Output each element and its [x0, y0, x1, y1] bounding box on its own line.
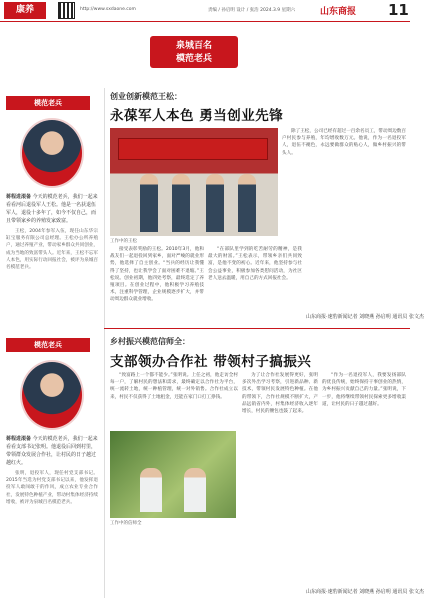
caption-text: 今天的模范老兵，我们一起来看看河后退役军人王松。他是一名获退伍军人，退役十多年了，如今不仅自己，而且带领家乡的养殖发家致富。	[6, 194, 98, 224]
photo-person	[140, 468, 162, 512]
story2-tag: 模范老兵	[6, 338, 90, 352]
website-url: http://www.sxdaone.com	[80, 7, 136, 12]
story1-col2: “在部队里学到的吃苦耐劳的精神，是我最大的财富。”王松表示，带领乡亲们共同致富，是他不变的初心。近年来，他坚持参与社会公益事业，积极参加各类慰问活动，为社区老人送去温暖，用自己的方式回报社会。	[208, 247, 302, 281]
qr-code-icon	[58, 2, 75, 19]
badge-line2: 模范老兵	[175, 54, 212, 64]
story2-headline: 支部领办合作社 带领村子搞振兴	[110, 354, 312, 370]
page-header	[0, 0, 410, 22]
story2-col2: 为了让合作社发展得更好，张明多次外出学习考察，引进新品种、新技术，带领村民发展特色种植。在他的带领下，合作社规模不断扩大，产品远销省内外，村集体经济收入逐年增长，村民的腰包也鼓了起来。	[242, 373, 318, 415]
photo-person	[238, 174, 256, 232]
story2-portrait-caption	[6, 435, 98, 467]
column-separator	[104, 88, 105, 598]
story1-photo	[110, 128, 278, 236]
story1-headline: 永葆军人本色 勇当创业先锋	[110, 108, 284, 124]
story1-portrait-caption	[6, 193, 98, 225]
badge-line1: 泉城百名	[175, 41, 212, 51]
story2-photo	[110, 431, 236, 518]
story2-column-intro	[110, 372, 238, 428]
story1-col1: 接受表彰奖励的王松。2010年3月，他和战友们一起退役回到家乡，面对严峻的就业形势，他选择了自主创业。“当兵的经历让我懂得了坚持，也让我学会了面对困难不退缩。”王松说。创业初期，他四处考察，最终选定了养殖项目。在创业过程中，他积极学习养殖技术，注重科学管理，企业规模逐步扩大，并带动周边群众就业增收。	[110, 247, 204, 303]
page-number: 11	[388, 1, 409, 19]
story1-column-b	[208, 246, 302, 322]
story2-col3: “作为一名退役军人，我要发扬部队的优良传统，始终保持干事创业的热情，为乡村振兴贡献自己的力量。”张明说，下一步，他将继续带领村民探索更多增收渠道，让村民的日子越过越好。	[322, 373, 406, 407]
story2-sidebar	[0, 338, 104, 506]
caption-label: 蒋程进滚备	[6, 436, 32, 442]
newspaper-logo: 山东商报	[320, 7, 357, 17]
story1-sidebar	[0, 96, 104, 271]
photo-person	[172, 174, 190, 232]
story1-tag: 模范老兵	[6, 96, 90, 110]
story2-portrait	[20, 360, 84, 430]
story2-photo-caption: 工作中的信师全	[110, 521, 142, 526]
story1-byline: 山东商报·速豹新闻记者 刘晓燕 孙启明 通讯员 张文杰	[306, 314, 424, 320]
story-divider	[104, 328, 410, 329]
section-tag: 康养	[4, 2, 46, 19]
photo-person	[184, 468, 206, 512]
story2-col1: “致富路上一个都不能少。”张明说。上任之初，他走访全村每一户，了解村民的想法和需求，最终确定以合作社为平台，统一流转土地，统一种植管理，统一对外销售。合作社成立以来，村民不仅获得了土地租金，还能在家门口打工挣钱。	[110, 373, 238, 400]
photo-person	[140, 174, 158, 232]
story2-column-right	[322, 372, 406, 532]
story1-portrait	[20, 118, 84, 188]
story1-column-a	[110, 246, 204, 322]
story2-byline: 山东商报·速豹新闻记者 刘晓燕 孙启明 通讯员 张文杰	[306, 589, 424, 595]
photo-banner	[118, 138, 268, 160]
photo-person	[206, 174, 224, 232]
story1-kicker: 创业创新模范王松：	[110, 92, 182, 101]
story1-side-text: 王松，2004年参军入伍，现任山东华宗缸宝服务有限公司总经理。王松办公所养殖户，通过养殖产业，带动家乡群众共同创业，成为当地的致富带头人。近年来，王松不忘军人本色，用实际行动回报社会，被评为泉城百名模范老兵。	[6, 229, 98, 271]
story1-photo-caption: 工作中的王松	[110, 239, 137, 244]
story2-side-text: 张明，退役军人，现任村党支部书记。2015年当选为村党支部书记以来，他发挥退役军人敢闯敢干的作风，成立农业专业合作社，发展特色种植产业，带动村集体经济持续增收，被评为泉城百名模范老兵。	[6, 471, 98, 505]
story1-column-right-top	[282, 128, 406, 236]
story2-kicker: 乡村振兴模范信师全：	[110, 337, 190, 346]
caption-text: 今天的模范老兵，我们一起来看看支部书记张明。他退役后回到村里，带领群众发展合作社，让村民的日子越过越红火。	[6, 436, 98, 466]
story1-col3: 除了王松，公司已经有超过一百余名员工，带动周边数百户村民参与养殖，年均增收数万元。他说，作为一名退役军人，退伍不褪色，永远要做群众的贴心人，做乡村振兴的带头人。	[282, 129, 406, 156]
editor-meta: 责编 / 孙启明 设计 / 张浩 2024.3.9 星期六	[208, 8, 296, 13]
caption-label: 蒋程进滚备	[6, 194, 32, 200]
story2-column-mid	[242, 372, 318, 532]
feature-badge	[150, 36, 238, 68]
